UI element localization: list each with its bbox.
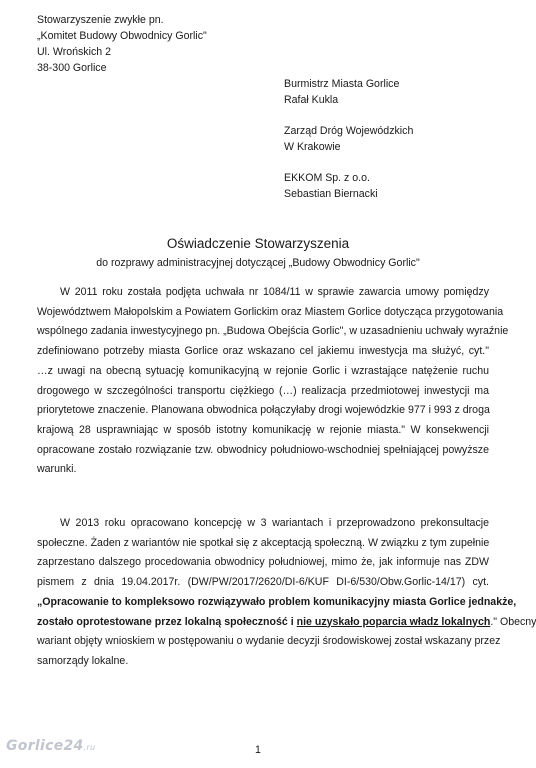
sender-line: Stowarzyszenie zwykłe pn. [37, 14, 164, 26]
recipient-block [284, 170, 378, 202]
paragraph-line: opracowane zostało rozwiązanie tzw. obwodnicy południowo-wschodniej spełniającej powyższe [37, 443, 489, 456]
paragraph-line: samorządy lokalne. [37, 654, 129, 667]
recipient-line: Zarząd Dróg Wojewódzkich [284, 125, 414, 137]
recipient-line: Sebastian Biernacki [284, 188, 378, 200]
watermark-brand: Gorlice24 [6, 738, 84, 754]
sender-address [37, 12, 207, 76]
paragraph-2011 [37, 283, 509, 480]
quote-line-mixed [37, 613, 536, 633]
site-watermark [6, 738, 95, 754]
paragraph-line: zdefiniowano potrzeby miasta Gorlice oraz wskazano cel jakiemu inwestycja ma służyć, cyt." [37, 345, 489, 358]
document-subtitle: do rozprawy administracyjnej dotyczącej „Budowy Obwodnicy Gorlic" [96, 257, 420, 269]
paragraph-line: W 2013 roku opracowano koncepcję w 3 wariantach i przeprowadzono prekonsultacje [60, 517, 489, 529]
paragraph-line: Województwem Małopolskim a Powiatem Gorlickim oraz Miastem Gorlice dotycząca przygotowania [37, 305, 504, 318]
sender-line: Ul. Wrońskich 2 [37, 46, 111, 58]
recipient-line: EKKOM Sp. z o.o. [284, 172, 370, 184]
recipient-block [284, 76, 399, 108]
paragraph-line: pismem z dnia 19.04.2017r. (DW/PW/2017/2620/DI-6/KUF DI-6/530/Obw.Gorlic-14/17) cyt. [37, 576, 489, 589]
paragraph-line: wariant objęty wnioskiem w postępowaniu o wydanie decyzji środowiskowej został wskazany przez [37, 635, 501, 648]
recipient-block [284, 123, 413, 155]
paragraph-line: zaprzestano dalszego procedowania obwodnicy południowej, mimo że, jak informuje nas ZDW [37, 556, 489, 569]
quote-line: „Opracowanie to kompleksowo rozwiązywało problem komunikacyjny miasta Gorlice jednakże, [37, 595, 517, 608]
paragraph-2013 [37, 514, 536, 672]
paragraph-line: …z uwagi na obecną sytuację komunikacyjną w rejonie Gorlic i wzrastające natężenie ruchu [37, 364, 489, 377]
recipient-line: W Krakowie [284, 141, 341, 153]
document-title: Oświadczenie Stowarzyszenia [166, 236, 350, 251]
page-number: 1 [255, 744, 261, 756]
recipient-line: Rafał Kukla [284, 94, 339, 106]
paragraph-line: wspólnego zadania inwestycyjnego pn. „Budowa Obejścia Gorlic", w uzasadnieniu uchwały wyraźnie [37, 325, 509, 338]
quote-underlined-text: nie uzyskało poparcia władz lokalnych [296, 615, 491, 628]
watermark-suffix: .ru [83, 743, 96, 752]
recipient-line: Burmistrz Miasta Gorlice [284, 78, 400, 90]
quote-bold-text: zostało oprotestowane przez lokalną społeczność i [37, 615, 297, 628]
paragraph-line: warunki. [37, 463, 77, 476]
paragraph-line: krajową 28 usprawniając w sposób istotny komunikację w rejonie miasta." W konsekwencji [37, 423, 489, 436]
sender-line: 38-300 Gorlice [37, 62, 107, 74]
quote-tail-text: ." Obecny [490, 615, 536, 628]
paragraph-line: W 2011 roku została podjęta uchwała nr 1084/11 w sprawie zawarcia umowy pomiędzy [60, 286, 489, 298]
paragraph-line: drogowego w szczególności transportu ciężkiego (…) realizacja przedmiotowej inwestycji ma [37, 384, 489, 397]
sender-line: „Komitet Budowy Obwodnicy Gorlic" [37, 30, 207, 42]
paragraph-line: priorytetowe znaczenie. Planowana obwodnica połączyłaby drogi wojewódzkie 977 i 993 z droga [37, 404, 490, 417]
paragraph-line: społeczne. Żaden z wariantów nie spotkał się z akceptacją społeczną. W związku z tym zupełnie [37, 536, 490, 549]
